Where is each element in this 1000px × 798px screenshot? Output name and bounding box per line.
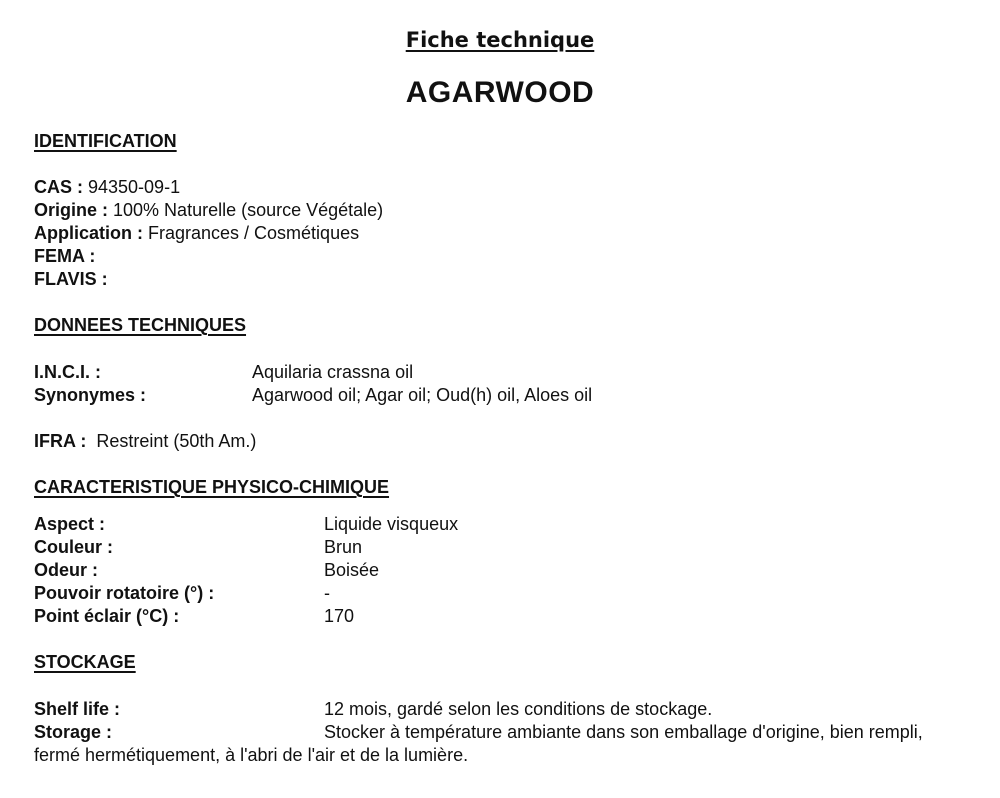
field-pouvoir-rotatoire <box>34 582 994 605</box>
field-value: - <box>324 583 330 603</box>
field-label: I.N.C.I. : <box>34 362 101 382</box>
product-name: AGARWOOD <box>405 76 595 109</box>
field-inci <box>34 361 994 384</box>
field-label: CAS : <box>34 177 83 197</box>
field-flavis <box>34 268 108 291</box>
field-application <box>34 222 359 245</box>
field-value: Brun <box>324 537 363 557</box>
document-type-heading <box>0 26 1000 54</box>
field-label: Storage : <box>34 722 113 742</box>
field-shelf-life <box>34 698 994 721</box>
field-value: Fragrances / Cosmétiques <box>143 223 360 243</box>
field-value: 94350-09-1 <box>83 177 181 197</box>
field-value: Aquilaria crassna oil <box>252 362 414 382</box>
field-point-eclair <box>34 605 994 628</box>
field-value: Agarwood oil; Agar oil; Oud(h) oil, Aloes oil <box>252 385 593 405</box>
field-label: Shelf life : <box>34 699 121 719</box>
field-label: Couleur : <box>34 537 113 557</box>
field-value: Restreint (50th Am.) <box>86 431 257 451</box>
field-fema <box>34 245 95 268</box>
field-storage-continuation: fermé hermétiquement, à l'abri de l'air et de la lumière. <box>34 745 469 765</box>
field-value: 12 mois, gardé selon les conditions de stockage. <box>324 699 713 719</box>
field-value: 170 <box>324 606 355 626</box>
field-label: FEMA : <box>34 246 96 266</box>
field-label: Point éclair (°C) : <box>34 606 180 626</box>
field-label: IFRA : <box>34 431 87 451</box>
field-value: Stocker à température ambiante dans son emballage d'origine, bien rempli, <box>324 722 923 742</box>
section-title-donnees-techniques: DONNEES TECHNIQUES <box>34 315 247 335</box>
field-ifra <box>34 430 256 453</box>
field-label: Synonymes : <box>34 385 147 405</box>
section-title-caracteristique: CARACTERISTIQUE PHYSICO-CHIMIQUE <box>34 477 390 497</box>
field-synonymes <box>34 384 994 407</box>
field-label: Aspect : <box>34 514 106 534</box>
field-couleur <box>34 536 994 559</box>
field-value: Boisée <box>324 560 380 580</box>
field-value: 100% Naturelle (source Végétale) <box>108 200 384 220</box>
field-storage <box>34 721 994 744</box>
document-type-text: Fiche technique <box>405 28 595 52</box>
field-cas <box>34 176 180 199</box>
field-value: Liquide visqueux <box>324 514 459 534</box>
field-label: Odeur : <box>34 560 99 580</box>
section-title-stockage: STOCKAGE <box>34 652 136 672</box>
section-title-identification: IDENTIFICATION <box>34 131 177 151</box>
field-label: FLAVIS : <box>34 269 108 289</box>
field-label: Application : <box>34 223 143 243</box>
field-aspect <box>34 513 994 536</box>
field-odeur <box>34 559 994 582</box>
field-label: Origine : <box>34 200 109 220</box>
field-origine <box>34 199 383 222</box>
field-label: Pouvoir rotatoire (°) : <box>34 583 215 603</box>
